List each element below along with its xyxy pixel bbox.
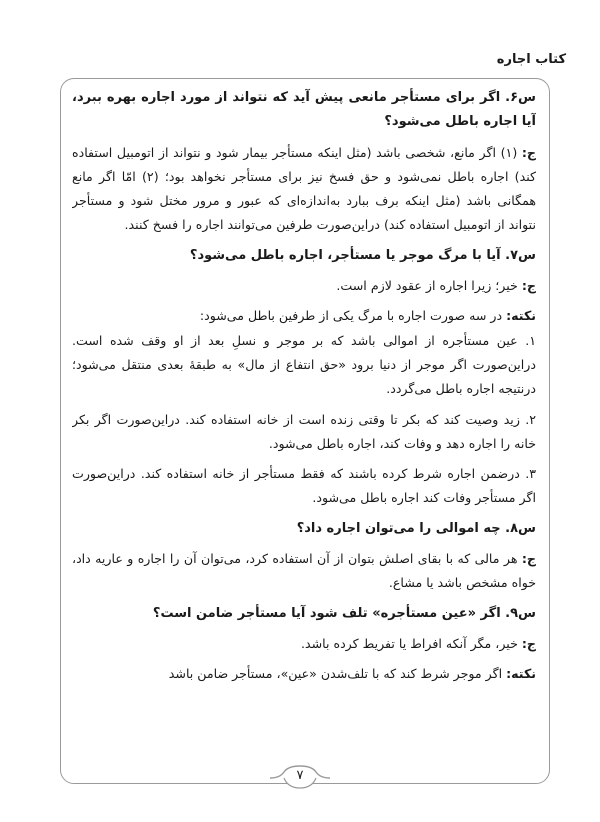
- page-number-badge: [268, 764, 332, 792]
- answer-9: [72, 632, 536, 656]
- page-number: ۷: [296, 768, 304, 783]
- question-9: س۹. اگر «عین مستأجره» تلف شود آیا مستأجر ضامن است؟: [152, 605, 536, 621]
- note-2-text: اگر موجر شرط کند که با تلف‌شدن «عین»، مستأجر ضامن باشد: [168, 666, 503, 682]
- answer-7: [72, 274, 536, 298]
- note-1-item-3: ۳. درضمن اجاره شرط کرده باشند که فقط مستأجر از خانه استفاده کند. دراین‌صورت اگر مستأجر وفات کند اجاره باطل می‌شود.: [72, 466, 536, 506]
- note-label: نکته:: [506, 308, 536, 324]
- answer-6-text: (۱) اگر مانع، شخصی باشد (مثل اینکه مستأجر بیمار شود و نتواند از اتومبیل استفاده کند) اجاره باطل نمی‌شود و حق فسخ نیز برای مستأجر نخواهد بود؛ (۲) امّا اگر مانع همگانی باشد (مثل اینکه برف ببارد به‌اندازه‌ای که عبور و مرور مختل شود و مستأجر نتواند از اتومبیل استفاده کند) دراین‌صورت طرفین می‌توانند اجاره را فسخ کنند.: [72, 144, 536, 233]
- note-2: [72, 662, 536, 686]
- answer-6: [72, 141, 536, 238]
- page-content: [72, 86, 536, 766]
- answer-9-text: خیر، مگر آنکه افراط یا تفریط کرده باشد.: [300, 635, 518, 651]
- answer-8-text: هر مالی که با بقای اصلش بتوان از آن استفاده کرد، می‌توان آن را اجاره و عاریه داد، خواه مشخص باشد یا مشاع.: [72, 551, 536, 591]
- answer-7-text: خیر؛ زیرا اجاره از عقود لازم است.: [336, 278, 518, 294]
- question-7: س۷. آیا با مرگ موجر یا مستأجر، اجاره باطل می‌شود؟: [189, 247, 536, 263]
- answer-label: ج:: [521, 278, 536, 294]
- answer-label: ج:: [521, 551, 536, 567]
- answer-label: ج:: [521, 144, 536, 160]
- answer-8: [72, 547, 536, 596]
- note-1-item-2: ۲. زید وصیت کند که بکر تا وقتی زنده است از خانه استفاده کند. دراین‌صورت اگر بکر خانه را اجاره دهد و وفات کند، اجاره باطل می‌شود.: [72, 411, 536, 451]
- question-6: س۶. اگر برای مستأجر مانعی پیش آید که نتواند از مورد اجاره بهره ببرد، آیا اجاره باطل می‌شود؟: [72, 90, 536, 130]
- note-1-intro: در سه صورت اجاره با مرگ یکی از طرفین باطل می‌شود:: [199, 308, 503, 324]
- note-label: نکته:: [506, 666, 536, 682]
- book-title: کتاب اجاره: [496, 52, 566, 67]
- note-1-item-1: ۱. عین مستأجره از اموالی باشد که بر موجر و نسلِ بعد از او وقف شده است. دراین‌صورت اگر موجر از دنیا برود «حق انتفاع از مال» به طبقهٔ بعدی منتقل می‌شود؛ درنتیجه اجاره باطل می‌گردد.: [72, 332, 536, 397]
- answer-label: ج:: [521, 635, 536, 651]
- note-1: [72, 304, 536, 328]
- question-8: س۸. چه اموالی را می‌توان اجاره داد؟: [296, 520, 536, 536]
